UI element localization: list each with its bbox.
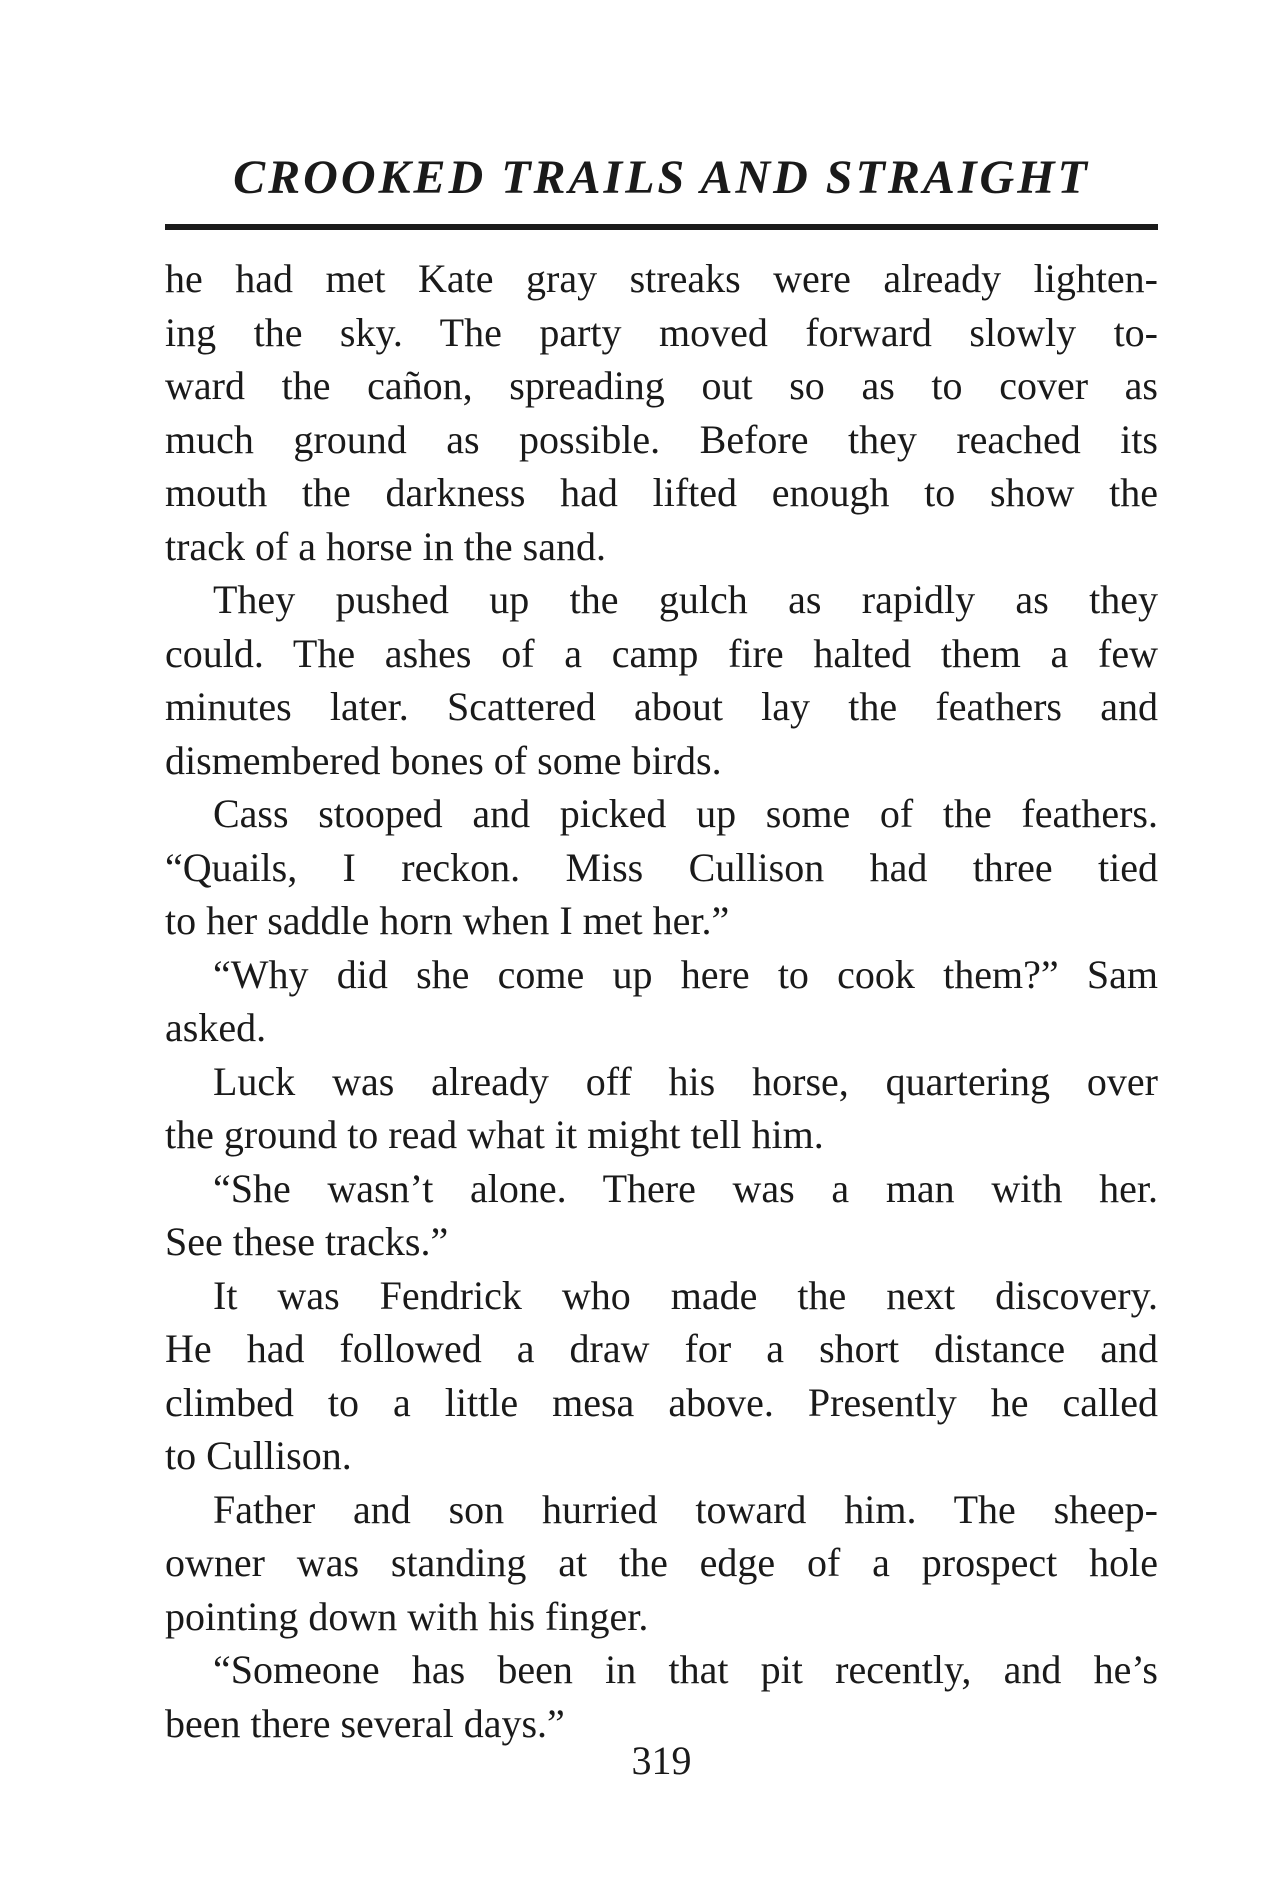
text-line: Luck was already off his horse, quartering over xyxy=(213,1058,1158,1104)
text-line: mouth the darkness had lifted enough to show the xyxy=(165,470,1158,515)
text-line: dismembered bones of some birds. xyxy=(165,737,722,783)
text-line: It was Fendrick who made the next discovery. xyxy=(213,1272,1158,1318)
text-line: to her saddle horn when I met her.” xyxy=(165,898,730,943)
text-line: Cass stooped and picked up some of the feathers. xyxy=(213,791,1158,836)
running-head: CROOKED TRAILS AND STRAIGHT xyxy=(233,151,1090,204)
text-line: “Someone has been in that pit recently, and he’s xyxy=(213,1647,1158,1692)
text-line: could. The ashes of a camp fire halted them a few xyxy=(165,630,1158,676)
text-line: ing the sky. The party moved forward slowly to- xyxy=(165,309,1158,355)
text-line: pointing down with his finger. xyxy=(165,1593,649,1639)
text-line: “Why did she come up here to cook them?” Sam xyxy=(213,951,1158,997)
text-line: They pushed up the gulch as rapidly as they xyxy=(213,577,1158,622)
text-line: See these tracks.” xyxy=(165,1219,449,1264)
text-line: track of a horse in the sand. xyxy=(165,523,606,569)
text-line: Father and son hurried toward him. The sheep- xyxy=(213,1486,1158,1532)
text-line: ward the cañon, spreading out so as to cover as xyxy=(165,363,1158,408)
text-line: minutes later. Scattered about lay the feathers and xyxy=(165,684,1158,729)
header-rule xyxy=(165,224,1158,230)
text-line: been there several days.” xyxy=(165,1700,565,1746)
text-line: climbed to a little mesa above. Presently he called xyxy=(165,1379,1158,1425)
text-line: he had met Kate gray streaks were already lighten- xyxy=(165,256,1158,301)
text-line: He had followed a draw for a short distance and xyxy=(165,1326,1158,1371)
body-text xyxy=(165,252,1158,1750)
text-line: “She wasn’t alone. There was a man with her. xyxy=(213,1165,1158,1211)
text-line: owner was standing at the edge of a prospect hole xyxy=(165,1540,1158,1585)
text-line: “Quails, I reckon. Miss Cullison had three tied xyxy=(165,844,1158,890)
text-line: to Cullison. xyxy=(165,1433,352,1478)
text-line: asked. xyxy=(165,1005,267,1050)
text-line: the ground to read what it might tell him. xyxy=(165,1112,824,1157)
page-number: 319 xyxy=(631,1738,692,1783)
text-line: much ground as possible. Before they reached its xyxy=(165,416,1158,462)
